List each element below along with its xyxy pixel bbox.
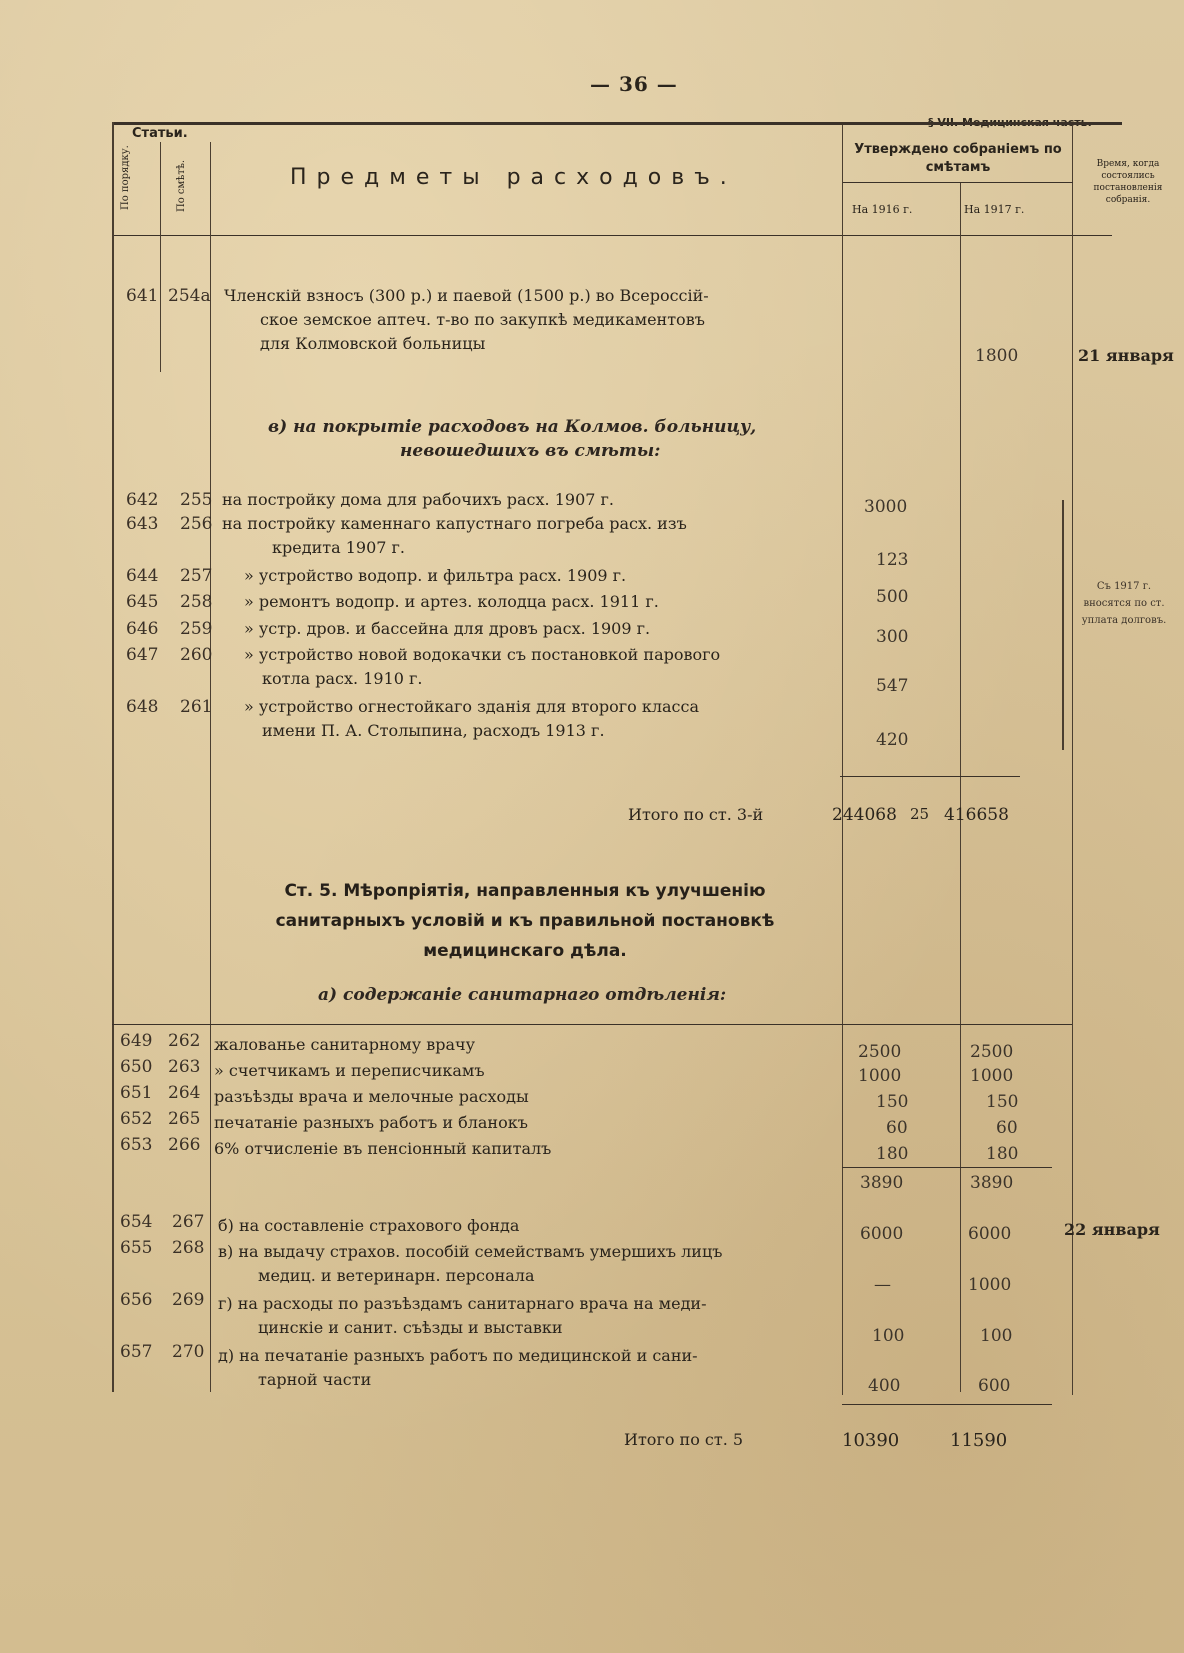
row-text: кредита 1907 г. bbox=[272, 538, 405, 557]
row-text: разъѣзды врача и мелочные расходы bbox=[214, 1087, 529, 1106]
left-border bbox=[112, 122, 114, 1392]
row-estimate-number: 262 bbox=[168, 1031, 201, 1051]
row-text: жалованье санитарному врачу bbox=[214, 1035, 476, 1054]
row-text: медиц. и ветеринарн. персонала bbox=[258, 1266, 535, 1285]
row-order-number: 657 bbox=[120, 1342, 153, 1362]
row-order-number: 656 bbox=[120, 1290, 153, 1310]
value-1916: 3000 bbox=[864, 497, 908, 517]
value-1917: 180 bbox=[986, 1144, 1019, 1164]
value-1916: 500 bbox=[876, 587, 909, 607]
row-order-number: 648 bbox=[126, 697, 159, 717]
row-order-number: 650 bbox=[120, 1057, 153, 1077]
total3-1917: 416658 bbox=[944, 805, 1009, 825]
value-1916: 6000 bbox=[860, 1224, 904, 1244]
row-text: на постройку дома для рабочихъ расх. 1907 г. bbox=[222, 490, 614, 509]
value-1916: 547 bbox=[876, 676, 909, 696]
subheading-v-line2: невошедшихъ въ смѣты: bbox=[400, 441, 661, 461]
row-order-number: 641 bbox=[126, 286, 159, 306]
row-text: » устройство водопр. и фильтра расх. 1909 г. bbox=[244, 566, 627, 585]
page-number: — 36 — bbox=[590, 72, 678, 96]
row-text: в) на выдачу страхов. пособій семействамъ умершихъ лицъ bbox=[218, 1242, 723, 1261]
row-estimate-number: 268 bbox=[172, 1238, 205, 1258]
value-1916: 2500 bbox=[858, 1042, 902, 1062]
items-title: Предметы расходовъ. bbox=[290, 165, 737, 190]
rule-before-total5 bbox=[842, 1404, 1052, 1405]
total5-label: Итого по ст. 5 bbox=[624, 1430, 744, 1449]
value-1917: 1000 bbox=[968, 1275, 1012, 1295]
subtotal-1916: 3890 bbox=[860, 1173, 904, 1193]
value-1916: 100 bbox=[872, 1326, 905, 1346]
row-order-number: 644 bbox=[126, 566, 159, 586]
value-1916: 60 bbox=[886, 1118, 908, 1138]
row-text: котла расх. 1910 г. bbox=[262, 669, 423, 688]
row-estimate-number: 260 bbox=[180, 645, 213, 665]
row-estimate-number: 270 bbox=[172, 1342, 205, 1362]
row-text: 6% отчисленіе въ пенсіонный капиталъ bbox=[214, 1139, 552, 1158]
value-1917: 1000 bbox=[970, 1066, 1014, 1086]
note-bracket bbox=[1062, 500, 1064, 750]
subheader-rule bbox=[843, 182, 1073, 183]
row-text: цинскіе и санит. съѣзды и выставки bbox=[258, 1318, 563, 1337]
time-column-header: Время, когда состоялись постановленія собранія. bbox=[1093, 159, 1163, 205]
col-divider-2 bbox=[210, 142, 211, 1392]
row-estimate-number: 254а bbox=[168, 286, 211, 306]
value-1916: 180 bbox=[876, 1144, 909, 1164]
row-order-number: 652 bbox=[120, 1109, 153, 1129]
by-order-label: По порядку. bbox=[120, 145, 131, 210]
rule-before-san bbox=[112, 1024, 1072, 1025]
subheading-v-line1: в) на покрытіе расходовъ на Колмов. больницу, bbox=[268, 417, 757, 437]
row-text: » устр. дров. и бассейна для дровъ расх. 1909 г. bbox=[244, 619, 651, 638]
value-1917: 60 bbox=[996, 1118, 1018, 1138]
total5-1916: 10390 bbox=[842, 1430, 900, 1451]
row-text: для Колмовской больницы bbox=[260, 334, 486, 353]
meeting-date: 22 января bbox=[1064, 1220, 1160, 1239]
row-estimate-number: 257 bbox=[180, 566, 213, 586]
row-estimate-number: 258 bbox=[180, 592, 213, 612]
row-text: ское земское аптеч. т-во по закупкѣ медикаментовъ bbox=[260, 310, 705, 329]
subtotal-rule bbox=[842, 1167, 1052, 1168]
row-text: » устройство огнестойкаго зданія для второго класса bbox=[244, 697, 699, 716]
approved-header: Утверждено собраніемъ по смѣтамъ bbox=[854, 142, 1062, 175]
by-estimate-label: По смѣтѣ. bbox=[176, 159, 187, 212]
row-order-number: 646 bbox=[126, 619, 159, 639]
value-1916: 150 bbox=[876, 1092, 909, 1112]
total3-1916-kop: 25 bbox=[910, 805, 930, 823]
row-order-number: 655 bbox=[120, 1238, 153, 1258]
value-1917: 1800 bbox=[975, 346, 1019, 366]
row-text: имени П. А. Столыпина, расходъ 1913 г. bbox=[262, 721, 605, 740]
top-rule bbox=[112, 122, 1122, 125]
row-text: » устройство новой водокачки съ постановкой парового bbox=[244, 645, 721, 664]
value-1917: 2500 bbox=[970, 1042, 1014, 1062]
row-estimate-number: 256 bbox=[180, 514, 213, 534]
header-rule bbox=[112, 235, 1112, 236]
row-text: Членскій взносъ (300 р.) и паевой (1500 р.) во Всероссій- bbox=[224, 286, 709, 305]
row-estimate-number: 255 bbox=[180, 490, 213, 510]
value-1917: 150 bbox=[986, 1092, 1019, 1112]
row-text: г) на расходы по разъѣздамъ санитарнаго врача на меди- bbox=[218, 1294, 707, 1313]
row-estimate-number: 264 bbox=[168, 1083, 201, 1103]
value-1917: 6000 bbox=[968, 1224, 1012, 1244]
row-order-number: 647 bbox=[126, 645, 159, 665]
row-estimate-number: 269 bbox=[172, 1290, 205, 1310]
col-divider-5 bbox=[1072, 125, 1073, 1395]
value-1916: — bbox=[874, 1275, 891, 1295]
row-text: тарной части bbox=[258, 1370, 372, 1389]
row-estimate-number: 263 bbox=[168, 1057, 201, 1077]
year-1916-header: На 1916 г. bbox=[852, 203, 913, 216]
year-1917-header: На 1917 г. bbox=[964, 203, 1025, 216]
row-text: б) на составленіе страхового фонда bbox=[218, 1216, 520, 1235]
row-order-number: 642 bbox=[126, 490, 159, 510]
value-1916: 1000 bbox=[858, 1066, 902, 1086]
col-divider-1 bbox=[160, 142, 161, 372]
value-1917: 600 bbox=[978, 1376, 1011, 1396]
row-text: печатаніе разныхъ работъ и бланокъ bbox=[214, 1113, 528, 1132]
row-estimate-number: 266 bbox=[168, 1135, 201, 1155]
subheading-a: а) содержаніе санитарнаго отдѣленія: bbox=[318, 985, 727, 1005]
value-1916: 420 bbox=[876, 730, 909, 750]
note-text: Съ 1917 г. вносятся по ст. уплата долговъ. bbox=[1081, 581, 1167, 626]
row-order-number: 649 bbox=[120, 1031, 153, 1051]
row-order-number: 643 bbox=[126, 514, 159, 534]
col-divider-4 bbox=[960, 182, 961, 1392]
value-1916: 400 bbox=[868, 1376, 901, 1396]
total3-1916: 244068 bbox=[832, 805, 897, 825]
rule-before-total3 bbox=[840, 776, 1020, 777]
value-1916: 300 bbox=[876, 627, 909, 647]
row-text: » счетчикамъ и переписчикамъ bbox=[214, 1061, 485, 1080]
row-text: на постройку каменнаго капустнаго погреба расх. изъ bbox=[222, 514, 687, 533]
row-order-number: 654 bbox=[120, 1212, 153, 1232]
row-estimate-number: 267 bbox=[172, 1212, 205, 1232]
row-text: » ремонтъ водопр. и артез. колодца расх. 1911 г. bbox=[244, 592, 659, 611]
article-5-heading: Ст. 5. Мѣропріятія, направленныя къ улучшенію санитарныхъ условій и къ правильной постановкѣ медицинскаго дѣла. bbox=[275, 881, 775, 961]
row-estimate-number: 265 bbox=[168, 1109, 201, 1129]
row-estimate-number: 261 bbox=[180, 697, 213, 717]
total3-label: Итого по ст. 3-й bbox=[628, 805, 764, 824]
total5-1917: 11590 bbox=[950, 1430, 1008, 1451]
row-order-number: 651 bbox=[120, 1083, 153, 1103]
row-order-number: 645 bbox=[126, 592, 159, 612]
articles-label: Статьи. bbox=[132, 126, 188, 141]
meeting-date: 21 января bbox=[1078, 346, 1174, 365]
row-order-number: 653 bbox=[120, 1135, 153, 1155]
value-1917: 100 bbox=[980, 1326, 1013, 1346]
subtotal-1917: 3890 bbox=[970, 1173, 1014, 1193]
col-divider-3 bbox=[842, 125, 843, 1395]
row-estimate-number: 259 bbox=[180, 619, 213, 639]
row-text: д) на печатаніе разныхъ работъ по медицинской и сани- bbox=[218, 1346, 698, 1365]
value-1916: 123 bbox=[876, 550, 909, 570]
